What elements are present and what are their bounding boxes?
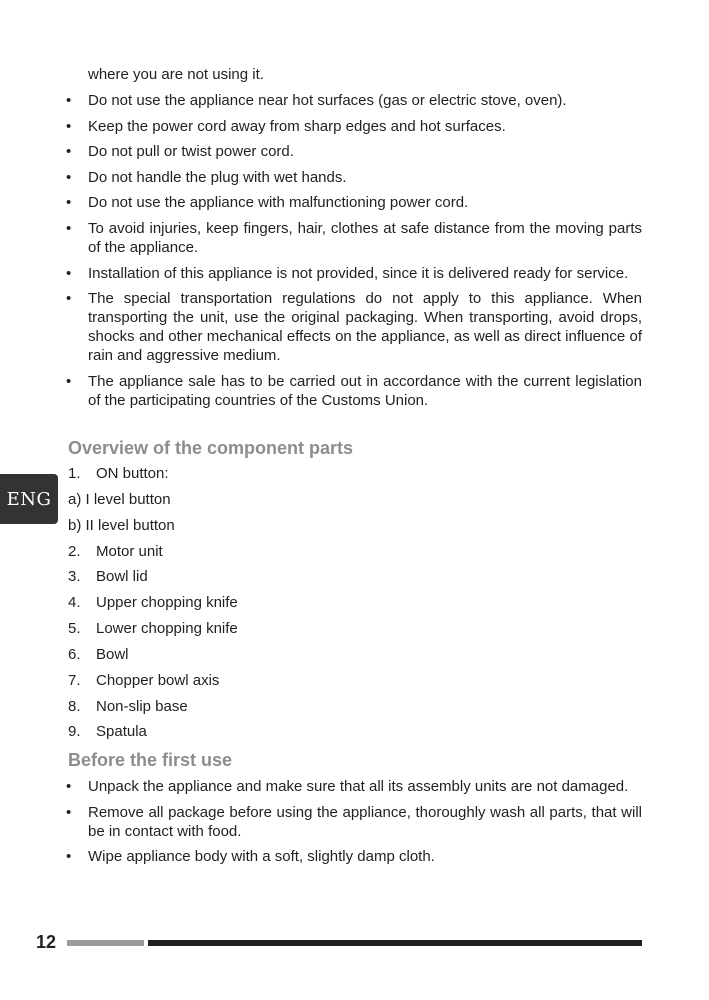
component-label: Bowl lid [96,568,148,586]
list-item [66,219,642,257]
bullet-marker: • [66,290,72,308]
bullet-marker: • [66,372,72,390]
component-number: 9. [68,723,81,741]
component-item [68,464,238,490]
list-item [66,91,642,110]
bullet-marker: • [66,219,72,237]
list-item [66,289,642,365]
bullet-marker: • [66,778,72,795]
list-item-text: Do not use the appliance with malfunctioning power cord. [88,194,469,212]
component-number: 2. [68,542,81,560]
list-item-text: To avoid injuries, keep fingers, hair, clothes at safe distance from the moving parts of the appliance. [88,219,642,256]
list-item-text: Keep the power cord away from sharp edges and hot surfaces. [88,117,506,135]
component-item [68,542,238,568]
component-label: a) I level button [68,490,171,508]
bullet-marker: • [66,848,72,866]
list-item-text: Wipe appliance body with a soft, slightly damp cloth. [88,848,435,866]
list-item [66,142,642,161]
list-item [66,117,642,136]
list-item-text: Installation of this appliance is not provided, since it is delivered ready for service. [88,264,629,282]
component-number: 6. [68,645,81,663]
component-item [68,671,238,697]
list-item [66,803,642,841]
component-item [68,567,238,593]
component-label: Motor unit [96,542,163,560]
component-label: ON button: [96,465,169,482]
list-item [66,193,642,212]
component-label: Non-slip base [96,697,188,715]
continuation-text: where you are not using it. [88,66,264,83]
component-parts-list [68,464,238,748]
list-item-text: Do not handle the plug with wet hands. [88,168,347,186]
component-number: 7. [68,671,81,689]
component-number: 3. [68,568,81,586]
page-number: 12 [36,932,57,952]
component-item [68,516,238,542]
component-label: b) II level button [68,516,175,534]
safety-bullet-list [66,91,642,416]
bullet-marker: • [66,803,72,821]
bullet-marker: • [66,168,72,186]
list-item [66,777,642,796]
component-number: 1. [68,465,81,482]
list-item [66,168,642,187]
before-first-use-list [66,777,642,873]
footer-bar-grey [67,940,144,946]
component-label: Chopper bowl axis [96,671,220,689]
footer-bar-black [148,940,642,946]
bullet-marker: • [66,143,72,161]
bullet-marker: • [66,264,72,282]
component-item [68,593,238,619]
language-tab: ENG [0,474,58,524]
list-item [66,264,642,283]
list-item-text: Do not pull or twist power cord. [88,143,294,161]
bullet-marker: • [66,117,72,135]
component-label: Spatula [96,723,147,741]
component-number: 8. [68,697,81,715]
component-label: Bowl [96,645,129,663]
list-item [66,372,642,410]
overview-heading: Overview of the component parts [68,438,354,458]
component-label: Upper chopping knife [96,594,238,612]
list-item-text: The special transportation regulations do not apply to this appliance. When transporting the unit, use the original packaging. When transporting, avoid drops, shocks and other mechanical effects on the appliance, as well as direct influence of rain and aggressive medium. [88,290,642,365]
component-label: Lower chopping knife [96,620,238,638]
component-item [68,722,238,748]
list-item-text: Unpack the appliance and make sure that all its assembly units are not damaged. [88,778,629,795]
list-item-text: Do not use the appliance near hot surfaces (gas or electric stove, oven). [88,92,567,109]
component-item [68,645,238,671]
component-number: 5. [68,620,81,638]
list-item-text: The appliance sale has to be carried out in accordance with the current legislation of the participating countries of the Customs Union. [88,372,642,409]
before-first-use-heading: Before the first use [68,750,233,770]
component-item [68,490,238,516]
bullet-marker: • [66,92,72,109]
component-item [68,619,238,645]
list-item [66,847,642,866]
bullet-marker: • [66,194,72,212]
component-item [68,697,238,723]
list-item-text: Remove all package before using the appliance, thoroughly wash all parts, that will be in contact with food. [88,803,642,840]
component-number: 4. [68,594,81,612]
